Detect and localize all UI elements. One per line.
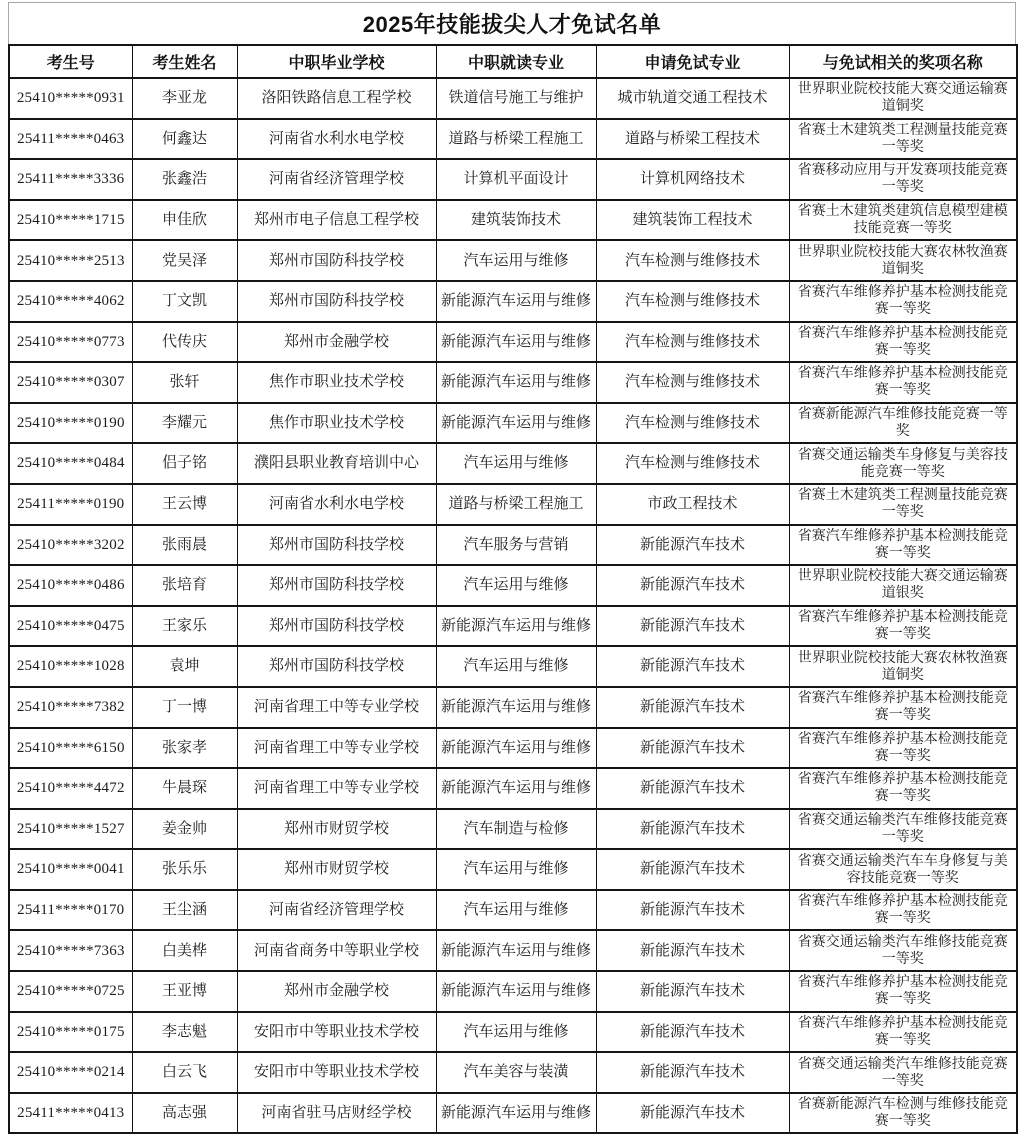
cell-candidate-id: 25410*****3202 [9, 525, 132, 566]
cell-exemption-major: 新能源汽车技术 [596, 1012, 789, 1053]
cell-secondary-major: 汽车运用与维修 [436, 646, 596, 687]
cell-award-name: 省赛交通运输类车身修复与美容技能竞赛一等奖 [789, 443, 1017, 484]
cell-candidate-id: 25410*****0041 [9, 849, 132, 890]
table-row [9, 200, 1017, 241]
cell-candidate-id: 25410*****4062 [9, 281, 132, 322]
cell-secondary-major: 道路与桥梁工程施工 [436, 119, 596, 160]
cell-graduation-school: 洛阳铁路信息工程学校 [237, 78, 436, 119]
cell-graduation-school: 郑州市国防科技学校 [237, 525, 436, 566]
cell-award-name: 世界职业院校技能大赛农林牧渔赛道铜奖 [789, 646, 1017, 687]
cell-secondary-major: 新能源汽车运用与维修 [436, 403, 596, 444]
cell-secondary-major: 汽车运用与维修 [436, 240, 596, 281]
cell-candidate-id: 25410*****0214 [9, 1052, 132, 1093]
cell-candidate-id: 25410*****0175 [9, 1012, 132, 1053]
table-row [9, 240, 1017, 281]
cell-award-name: 省赛土木建筑类建筑信息模型建模技能竞赛一等奖 [789, 200, 1017, 241]
cell-candidate-name: 代传庆 [132, 322, 237, 363]
cell-candidate-id: 25410*****6150 [9, 728, 132, 769]
cell-graduation-school: 河南省理工中等专业学校 [237, 768, 436, 809]
cell-candidate-name: 李志魁 [132, 1012, 237, 1053]
cell-exemption-major: 新能源汽车技术 [596, 565, 789, 606]
cell-award-name: 省赛汽车维修养护基本检测技能竞赛一等奖 [789, 606, 1017, 647]
table-row [9, 768, 1017, 809]
column-header-candidate-id: 考生号 [9, 45, 132, 78]
cell-candidate-name: 张雨晨 [132, 525, 237, 566]
cell-candidate-name: 何鑫达 [132, 119, 237, 160]
cell-award-name: 省赛汽车维修养护基本检测技能竞赛一等奖 [789, 971, 1017, 1012]
cell-candidate-id: 25410*****7363 [9, 930, 132, 971]
cell-candidate-name: 王尘涵 [132, 890, 237, 931]
cell-award-name: 世界职业院校技能大赛农林牧渔赛道铜奖 [789, 240, 1017, 281]
cell-exemption-major: 新能源汽车技术 [596, 930, 789, 971]
table-row [9, 849, 1017, 890]
cell-secondary-major: 汽车运用与维修 [436, 565, 596, 606]
cell-candidate-id: 25410*****1028 [9, 646, 132, 687]
cell-graduation-school: 郑州市财贸学校 [237, 809, 436, 850]
cell-candidate-name: 王亚博 [132, 971, 237, 1012]
cell-award-name: 省赛交通运输类汽车维修技能竞赛一等奖 [789, 930, 1017, 971]
cell-exemption-major: 新能源汽车技术 [596, 1093, 789, 1134]
cell-award-name: 省赛汽车维修养护基本检测技能竞赛一等奖 [789, 687, 1017, 728]
exemption-roster-table [8, 44, 1018, 1134]
cell-secondary-major: 建筑装饰技术 [436, 200, 596, 241]
cell-candidate-name: 李亚龙 [132, 78, 237, 119]
cell-graduation-school: 郑州市国防科技学校 [237, 240, 436, 281]
cell-award-name: 省赛移动应用与开发赛项技能竞赛一等奖 [789, 159, 1017, 200]
table-row [9, 159, 1017, 200]
table-row [9, 971, 1017, 1012]
cell-exemption-major: 市政工程技术 [596, 484, 789, 525]
cell-secondary-major: 新能源汽车运用与维修 [436, 768, 596, 809]
cell-exemption-major: 新能源汽车技术 [596, 728, 789, 769]
cell-candidate-id: 25410*****4472 [9, 768, 132, 809]
cell-award-name: 省赛新能源汽车检测与维修技能竞赛一等奖 [789, 1093, 1017, 1134]
table-row [9, 687, 1017, 728]
cell-candidate-name: 丁文凯 [132, 281, 237, 322]
cell-candidate-id: 25411*****0170 [9, 890, 132, 931]
table-row [9, 728, 1017, 769]
cell-secondary-major: 汽车运用与维修 [436, 849, 596, 890]
cell-candidate-id: 25410*****1527 [9, 809, 132, 850]
table-row [9, 362, 1017, 403]
cell-exemption-major: 建筑装饰工程技术 [596, 200, 789, 241]
cell-exemption-major: 新能源汽车技术 [596, 809, 789, 850]
cell-candidate-name: 侣子铭 [132, 443, 237, 484]
cell-graduation-school: 焦作市职业技术学校 [237, 403, 436, 444]
cell-exemption-major: 新能源汽车技术 [596, 606, 789, 647]
table-row [9, 930, 1017, 971]
cell-award-name: 省赛新能源汽车维修技能竞赛一等奖 [789, 403, 1017, 444]
cell-candidate-name: 高志强 [132, 1093, 237, 1134]
column-header-candidate-name: 考生姓名 [132, 45, 237, 78]
cell-secondary-major: 汽车运用与维修 [436, 890, 596, 931]
cell-candidate-id: 25410*****1715 [9, 200, 132, 241]
cell-graduation-school: 濮阳县职业教育培训中心 [237, 443, 436, 484]
cell-secondary-major: 汽车运用与维修 [436, 1012, 596, 1053]
table-row [9, 890, 1017, 931]
cell-candidate-name: 张培育 [132, 565, 237, 606]
cell-secondary-major: 道路与桥梁工程施工 [436, 484, 596, 525]
table-row [9, 281, 1017, 322]
table-row [9, 119, 1017, 160]
cell-graduation-school: 郑州市国防科技学校 [237, 281, 436, 322]
column-header-secondary-major: 中职就读专业 [436, 45, 596, 78]
document-title-cell [8, 2, 1016, 44]
cell-exemption-major: 汽车检测与维修技术 [596, 362, 789, 403]
document-page [0, 2, 1024, 1130]
cell-graduation-school: 郑州市电子信息工程学校 [237, 200, 436, 241]
cell-award-name: 世界职业院校技能大赛交通运输赛道银奖 [789, 565, 1017, 606]
cell-exemption-major: 道路与桥梁工程技术 [596, 119, 789, 160]
cell-award-name: 省赛汽车维修养护基本检测技能竞赛一等奖 [789, 728, 1017, 769]
cell-exemption-major: 新能源汽车技术 [596, 525, 789, 566]
cell-secondary-major: 新能源汽车运用与维修 [436, 728, 596, 769]
cell-exemption-major: 新能源汽车技术 [596, 971, 789, 1012]
table-header-row [9, 45, 1017, 78]
cell-graduation-school: 河南省驻马店财经学校 [237, 1093, 436, 1134]
cell-candidate-name: 王云博 [132, 484, 237, 525]
table-row [9, 1052, 1017, 1093]
cell-exemption-major: 汽车检测与维修技术 [596, 240, 789, 281]
cell-exemption-major: 计算机网络技术 [596, 159, 789, 200]
cell-candidate-id: 25411*****0413 [9, 1093, 132, 1134]
cell-graduation-school: 河南省理工中等专业学校 [237, 728, 436, 769]
cell-secondary-major: 新能源汽车运用与维修 [436, 930, 596, 971]
table-row [9, 322, 1017, 363]
cell-award-name: 省赛汽车维修养护基本检测技能竞赛一等奖 [789, 890, 1017, 931]
cell-graduation-school: 安阳市中等职业技术学校 [237, 1012, 436, 1053]
cell-candidate-name: 白美桦 [132, 930, 237, 971]
cell-exemption-major: 汽车检测与维修技术 [596, 403, 789, 444]
cell-exemption-major: 新能源汽车技术 [596, 890, 789, 931]
cell-candidate-name: 白云飞 [132, 1052, 237, 1093]
cell-award-name: 省赛汽车维修养护基本检测技能竞赛一等奖 [789, 525, 1017, 566]
cell-candidate-name: 申佳欣 [132, 200, 237, 241]
cell-candidate-id: 25410*****0931 [9, 78, 132, 119]
cell-graduation-school: 河南省经济管理学校 [237, 890, 436, 931]
document-title: 2025年技能拔尖人才免试名单 [362, 12, 662, 37]
cell-secondary-major: 新能源汽车运用与维修 [436, 606, 596, 647]
cell-candidate-name: 张轩 [132, 362, 237, 403]
cell-exemption-major: 汽车检测与维修技术 [596, 281, 789, 322]
column-header-award-name: 与免试相关的奖项名称 [789, 45, 1017, 78]
cell-candidate-name: 张鑫浩 [132, 159, 237, 200]
cell-candidate-id: 25411*****0190 [9, 484, 132, 525]
cell-graduation-school: 河南省水利水电学校 [237, 484, 436, 525]
cell-secondary-major: 新能源汽车运用与维修 [436, 281, 596, 322]
cell-award-name: 省赛汽车维修养护基本检测技能竞赛一等奖 [789, 1012, 1017, 1053]
cell-award-name: 省赛汽车维修养护基本检测技能竞赛一等奖 [789, 322, 1017, 363]
cell-exemption-major: 城市轨道交通工程技术 [596, 78, 789, 119]
cell-secondary-major: 汽车服务与营销 [436, 525, 596, 566]
table-row [9, 525, 1017, 566]
cell-secondary-major: 新能源汽车运用与维修 [436, 322, 596, 363]
cell-graduation-school: 河南省水利水电学校 [237, 119, 436, 160]
table-row [9, 78, 1017, 119]
cell-graduation-school: 河南省理工中等专业学校 [237, 687, 436, 728]
cell-secondary-major: 汽车美容与装潢 [436, 1052, 596, 1093]
table-row [9, 646, 1017, 687]
cell-candidate-name: 李耀元 [132, 403, 237, 444]
cell-exemption-major: 新能源汽车技术 [596, 768, 789, 809]
cell-secondary-major: 新能源汽车运用与维修 [436, 687, 596, 728]
cell-exemption-major: 新能源汽车技术 [596, 687, 789, 728]
cell-candidate-name: 张乐乐 [132, 849, 237, 890]
table-row [9, 1093, 1017, 1134]
cell-graduation-school: 郑州市国防科技学校 [237, 646, 436, 687]
cell-candidate-id: 25411*****0463 [9, 119, 132, 160]
cell-graduation-school: 郑州市国防科技学校 [237, 606, 436, 647]
cell-secondary-major: 新能源汽车运用与维修 [436, 1093, 596, 1134]
cell-candidate-id: 25410*****0190 [9, 403, 132, 444]
cell-award-name: 省赛土木建筑类工程测量技能竞赛一等奖 [789, 119, 1017, 160]
cell-candidate-id: 25410*****0773 [9, 322, 132, 363]
cell-candidate-id: 25410*****7382 [9, 687, 132, 728]
cell-award-name: 省赛交通运输类汽车维修技能竞赛一等奖 [789, 809, 1017, 850]
cell-exemption-major: 新能源汽车技术 [596, 646, 789, 687]
table-row [9, 443, 1017, 484]
cell-secondary-major: 计算机平面设计 [436, 159, 596, 200]
cell-candidate-id: 25410*****0725 [9, 971, 132, 1012]
table-row [9, 484, 1017, 525]
cell-graduation-school: 河南省经济管理学校 [237, 159, 436, 200]
cell-exemption-major: 汽车检测与维修技术 [596, 443, 789, 484]
cell-graduation-school: 郑州市金融学校 [237, 971, 436, 1012]
cell-candidate-id: 25411*****3336 [9, 159, 132, 200]
table-row [9, 606, 1017, 647]
cell-secondary-major: 新能源汽车运用与维修 [436, 362, 596, 403]
cell-candidate-name: 王家乐 [132, 606, 237, 647]
cell-candidate-name: 牛晨琛 [132, 768, 237, 809]
cell-candidate-id: 25410*****0484 [9, 443, 132, 484]
column-header-exemption-major: 申请免试专业 [596, 45, 789, 78]
table-row [9, 565, 1017, 606]
cell-award-name: 省赛汽车维修养护基本检测技能竞赛一等奖 [789, 281, 1017, 322]
cell-award-name: 省赛交通运输类汽车车身修复与美容技能竞赛一等奖 [789, 849, 1017, 890]
table-row [9, 809, 1017, 850]
cell-candidate-id: 25410*****0486 [9, 565, 132, 606]
cell-graduation-school: 安阳市中等职业技术学校 [237, 1052, 436, 1093]
cell-secondary-major: 新能源汽车运用与维修 [436, 971, 596, 1012]
table-row [9, 403, 1017, 444]
cell-graduation-school: 郑州市国防科技学校 [237, 565, 436, 606]
cell-exemption-major: 新能源汽车技术 [596, 849, 789, 890]
cell-secondary-major: 汽车运用与维修 [436, 443, 596, 484]
cell-award-name: 省赛汽车维修养护基本检测技能竞赛一等奖 [789, 362, 1017, 403]
cell-candidate-name: 姜金帅 [132, 809, 237, 850]
cell-candidate-id: 25410*****2513 [9, 240, 132, 281]
cell-candidate-name: 袁坤 [132, 646, 237, 687]
cell-candidate-name: 党吴泽 [132, 240, 237, 281]
cell-award-name: 省赛土木建筑类工程测量技能竞赛一等奖 [789, 484, 1017, 525]
cell-secondary-major: 汽车制造与检修 [436, 809, 596, 850]
cell-candidate-name: 丁一博 [132, 687, 237, 728]
column-header-graduation-school: 中职毕业学校 [237, 45, 436, 78]
cell-graduation-school: 郑州市财贸学校 [237, 849, 436, 890]
cell-award-name: 省赛交通运输类汽车维修技能竞赛一等奖 [789, 1052, 1017, 1093]
table-row [9, 1012, 1017, 1053]
cell-graduation-school: 河南省商务中等职业学校 [237, 930, 436, 971]
cell-graduation-school: 焦作市职业技术学校 [237, 362, 436, 403]
cell-candidate-name: 张家孝 [132, 728, 237, 769]
cell-candidate-id: 25410*****0475 [9, 606, 132, 647]
cell-graduation-school: 郑州市金融学校 [237, 322, 436, 363]
cell-secondary-major: 铁道信号施工与维护 [436, 78, 596, 119]
cell-award-name: 世界职业院校技能大赛交通运输赛道铜奖 [789, 78, 1017, 119]
cell-exemption-major: 新能源汽车技术 [596, 1052, 789, 1093]
cell-exemption-major: 汽车检测与维修技术 [596, 322, 789, 363]
cell-award-name: 省赛汽车维修养护基本检测技能竞赛一等奖 [789, 768, 1017, 809]
cell-candidate-id: 25410*****0307 [9, 362, 132, 403]
